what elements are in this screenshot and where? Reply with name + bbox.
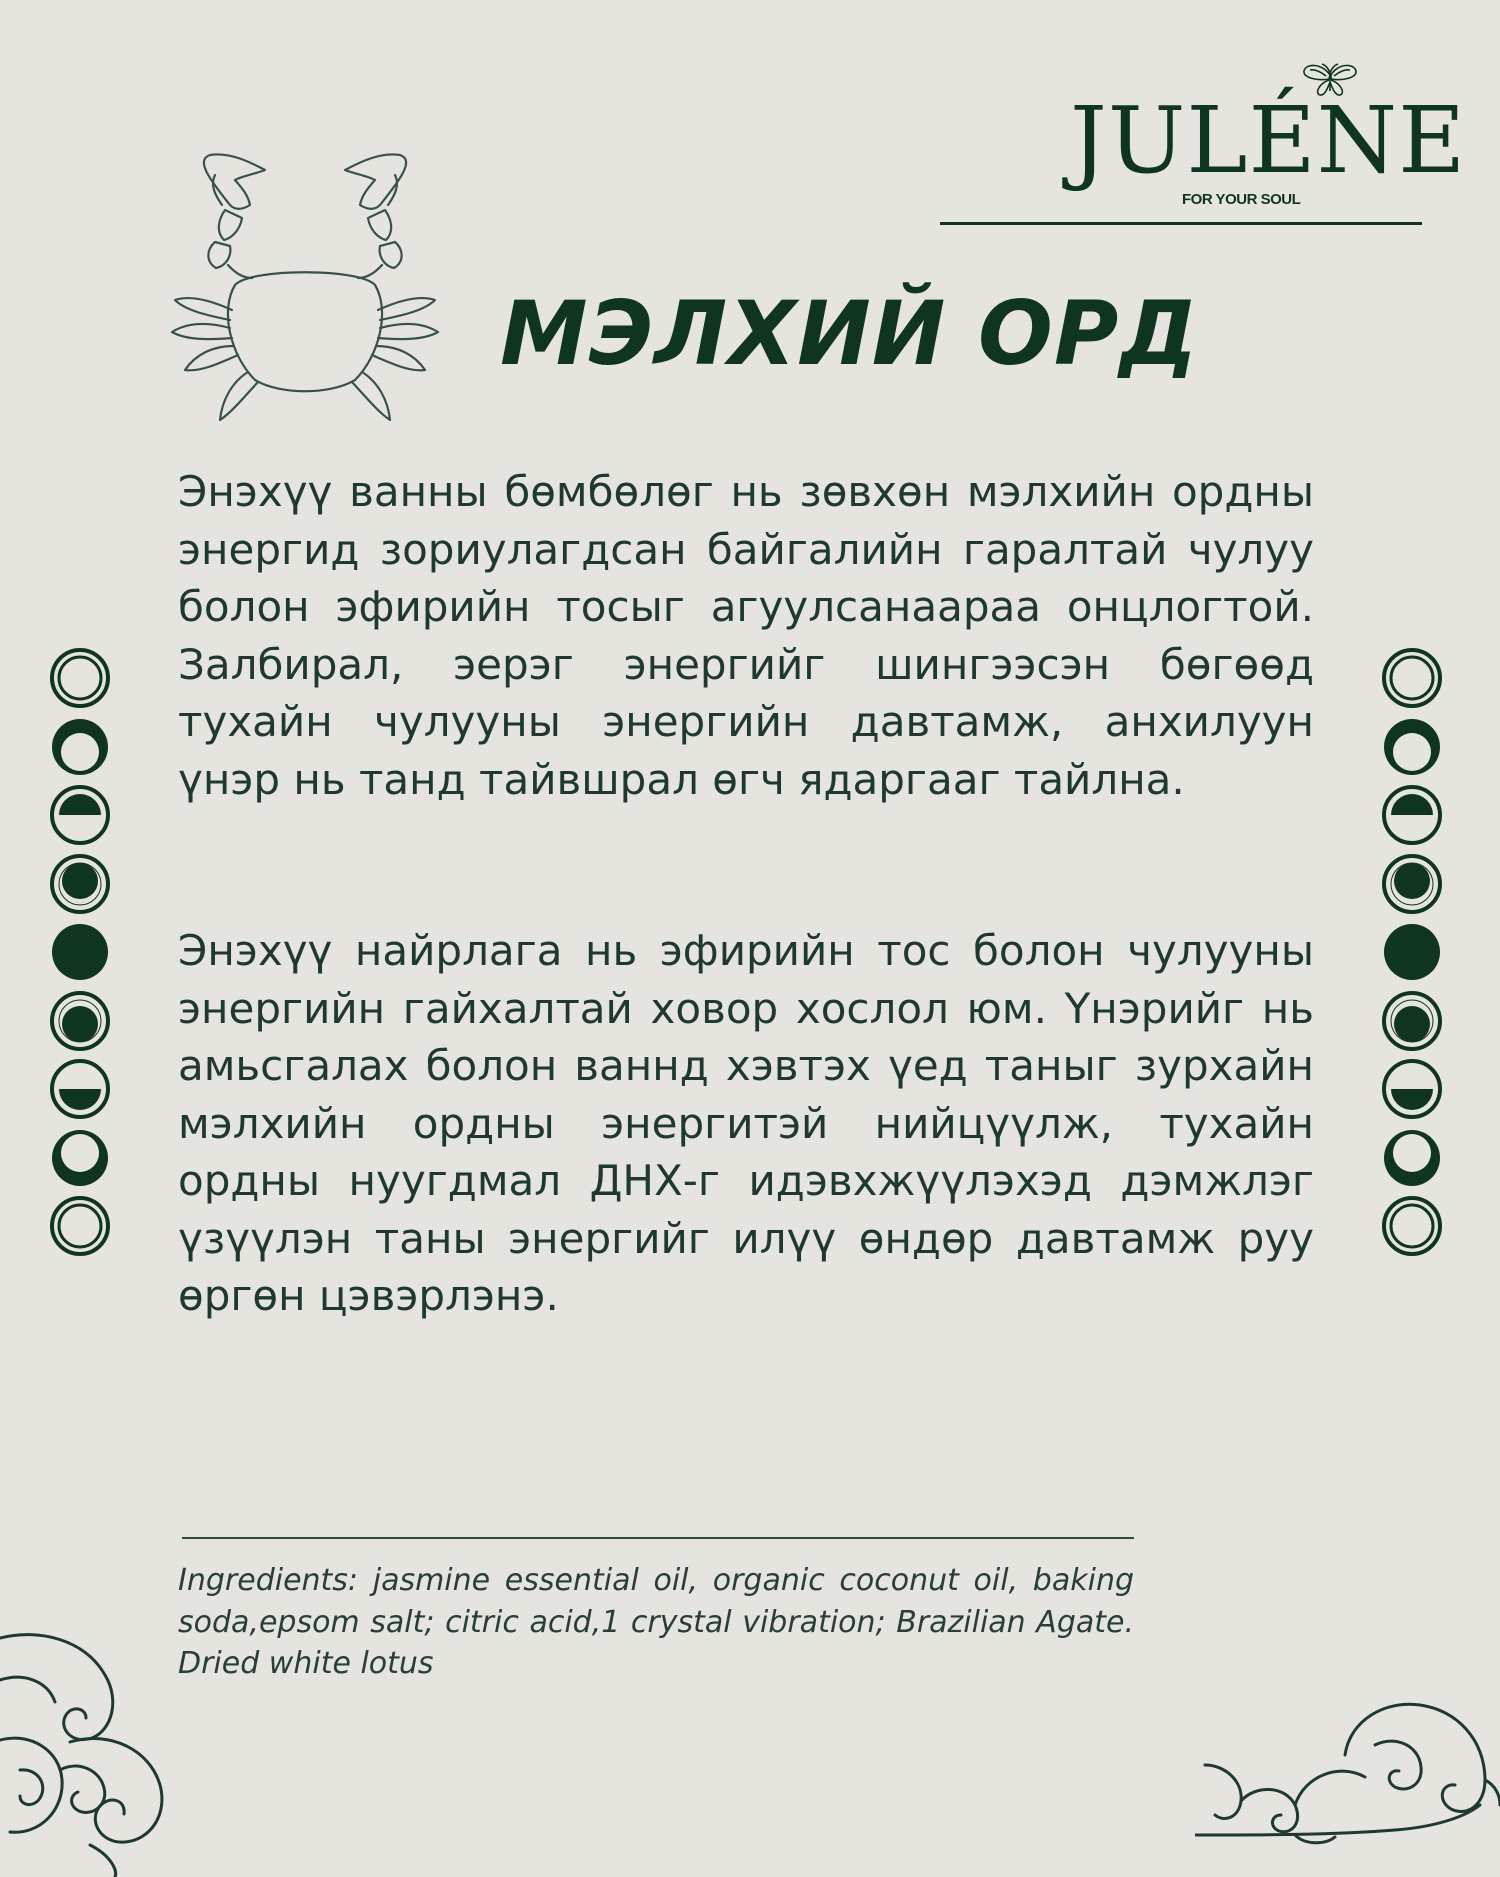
first-quarter-icon [1380, 783, 1444, 847]
brand-logo [1050, 55, 1467, 235]
moon-phases-right [1380, 646, 1444, 1263]
page-title: МЭЛХИЙ ОРД [500, 282, 1199, 385]
waxing-gibbous-icon [48, 852, 112, 916]
moon-phases-left [48, 646, 112, 1263]
brand-tagline: FOR YOUR SOUL [1182, 191, 1301, 208]
waxing-crescent-icon [1380, 715, 1444, 779]
waning-crescent-icon [48, 1126, 112, 1190]
new-moon-icon [1380, 1194, 1444, 1258]
ingredients-text: Ingredients: jasmine essential oil, organic coconut oil, baking soda,epsom salt; citric acid,1 crystal vibration; Brazilian Agate. Dried white lotus [178, 1563, 1134, 1681]
waning-gibbous-icon [1380, 989, 1444, 1053]
waxing-crescent-icon [48, 715, 112, 779]
last-quarter-icon [48, 1057, 112, 1121]
description-paragraph-2: Энэхүү найрлага нь эфирийн тос болон чулууны энергийн гайхалтай ховор хослол юм. Үнэрийг нь амьсгалах болон ваннд хэвтэх үед таныг зурхайн мэлхийн ордны энергитэй нийцүүлж, тухайн ордны нуугдмал ДНХ-г идэвхжүүлэхэд дэмжлэг үзүүлэн таны энергийг илүү өндөр давтамж руу өргөн цэвэрлэнэ. [178, 926, 1314, 1320]
cloud-ornament-right-icon [1195, 1685, 1500, 1877]
description-paragraph-1: Энэхүү ванны бөмбөлөг нь зөвхөн мэлхийн ордны энергид зориулагдсан байгалийн гаралтай чулуу болон эфирийн тосыг агуулсанаараа онцлогтой. Залбирал, эерэг энергийг шингээсэн бөгөөд тухайн чулууны энергийн давтамж, анхилуун үнэр нь танд тайвшрал өгч ядаргааг тайлна. [178, 467, 1314, 804]
new-moon-icon [48, 646, 112, 710]
ingredients-divider [182, 1537, 1134, 1539]
logo-divider [940, 222, 1422, 225]
waning-crescent-icon [1380, 1126, 1444, 1190]
cloud-ornament-left-icon [0, 1620, 190, 1877]
full-moon-icon [48, 920, 112, 984]
waxing-gibbous-icon [1380, 852, 1444, 916]
last-quarter-icon [1380, 1057, 1444, 1121]
new-moon-icon [48, 1194, 112, 1258]
crab-icon [170, 150, 440, 440]
first-quarter-icon [48, 783, 112, 847]
brand-name: JULÉNE [1070, 87, 1467, 194]
new-moon-icon [1380, 646, 1444, 710]
full-moon-icon [1380, 920, 1444, 984]
waning-gibbous-icon [48, 989, 112, 1053]
